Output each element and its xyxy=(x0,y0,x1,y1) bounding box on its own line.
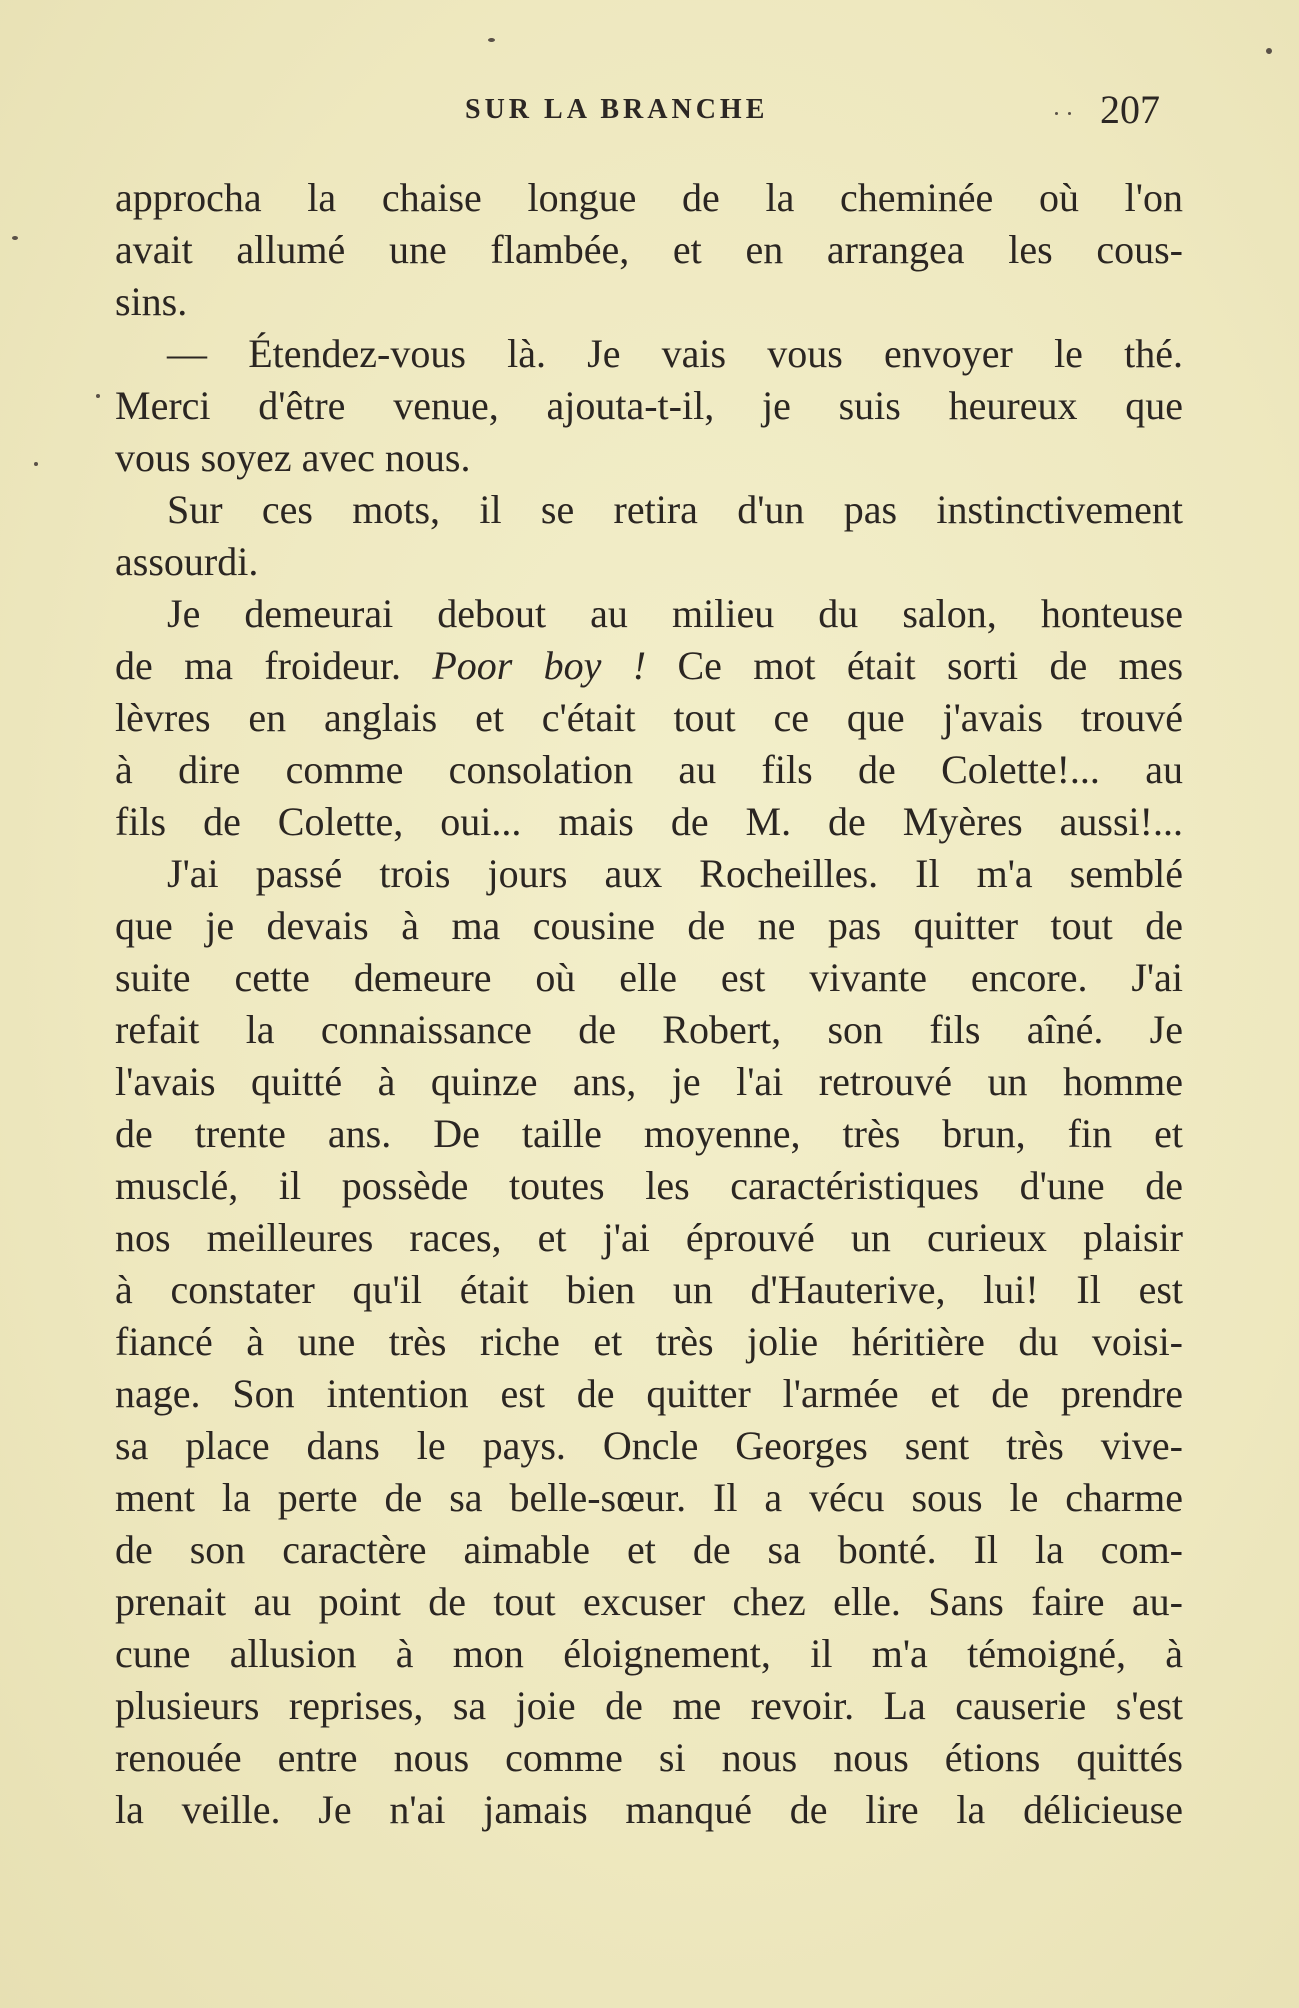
text-line: Je demeurai debout au milieu du salon, honteuse xyxy=(167,591,1183,636)
text-line: renouée entre nous comme si nous nous étions quittés xyxy=(115,1735,1183,1780)
running-title: SUR LA BRANCHE xyxy=(465,94,769,125)
text-line: de son caractère aimable et de sa bonté. Il la com- xyxy=(115,1527,1183,1572)
text-line: sins. xyxy=(115,279,188,324)
print-speck xyxy=(34,462,38,466)
text-line: Sur ces mots, il se retira d'un pas instinctivement xyxy=(167,487,1183,532)
text-line: nos meilleures races, et j'ai éprouvé un curieux plaisir xyxy=(115,1215,1183,1260)
print-speck xyxy=(1068,112,1071,115)
text-line: de trente ans. De taille moyenne, très brun, fin et xyxy=(115,1111,1183,1156)
text-line: nage. Son intention est de quitter l'armée et de prendre xyxy=(115,1371,1183,1416)
text-line: l'avais quitté à quinze ans, je l'ai retrouvé un homme xyxy=(115,1059,1183,1104)
text-line: sa place dans le pays. Oncle Georges sent très vive- xyxy=(115,1423,1183,1468)
text-line: assourdi. xyxy=(115,539,259,584)
text-line: J'ai passé trois jours aux Rocheilles. Il m'a semblé xyxy=(167,851,1183,896)
text-line: plusieurs reprises, sa joie de me revoir. La causerie s'est xyxy=(115,1683,1183,1728)
text-line: cune allusion à mon éloignement, il m'a témoigné, à xyxy=(115,1631,1183,1676)
text-line: approcha la chaise longue de la cheminée où l'on xyxy=(115,175,1183,220)
text-line: fiancé à une très riche et très jolie héritière du voisi- xyxy=(115,1319,1183,1364)
text-line: lèvres en anglais et c'était tout ce que j'avais trouvé xyxy=(115,695,1183,740)
text-line-mixed xyxy=(115,640,1183,692)
text-line: à constater qu'il était bien un d'Hauterive, lui! Il est xyxy=(115,1267,1183,1312)
text-line: ment la perte de sa belle-sœur. Il a vécu sous le charme xyxy=(115,1475,1183,1520)
print-speck xyxy=(1266,48,1272,54)
print-speck xyxy=(1055,112,1058,115)
page-number: 207 xyxy=(1100,87,1160,132)
text-line: Merci d'être venue, ajouta-t-il, je suis heureux que xyxy=(115,383,1183,428)
print-speck xyxy=(12,236,18,240)
italic-phrase: Poor boy ! xyxy=(432,643,647,688)
text-line: suite cette demeure où elle est vivante encore. J'ai xyxy=(115,955,1183,1000)
text-line: la veille. Je n'ai jamais manqué de lire la délicieuse xyxy=(115,1787,1183,1832)
text-line: musclé, il possède toutes les caractéristiques d'une de xyxy=(115,1163,1183,1208)
text-line: prenait au point de tout excuser chez elle. Sans faire au- xyxy=(115,1579,1183,1624)
print-speck xyxy=(488,38,495,42)
text-line: que je devais à ma cousine de ne pas quitter tout de xyxy=(115,903,1183,948)
text-line: — Étendez-vous là. Je vais vous envoyer le thé. xyxy=(167,331,1183,376)
text-line: vous soyez avec nous. xyxy=(115,435,471,480)
text-segment: Ce mot était sorti de mes xyxy=(677,643,1184,688)
text-segment: de ma froideur. xyxy=(115,643,401,688)
text-line: refait la connaissance de Robert, son fils aîné. Je xyxy=(115,1007,1183,1052)
text-line: avait allumé une flambée, et en arrangea les cous- xyxy=(115,227,1183,272)
page-header xyxy=(0,86,1299,136)
text-line: à dire comme consolation au fils de Colette!... au xyxy=(115,747,1183,792)
print-speck xyxy=(96,394,100,398)
text-line: fils de Colette, oui... mais de M. de Myères aussi!... xyxy=(115,799,1183,844)
body-text xyxy=(115,172,1183,1836)
